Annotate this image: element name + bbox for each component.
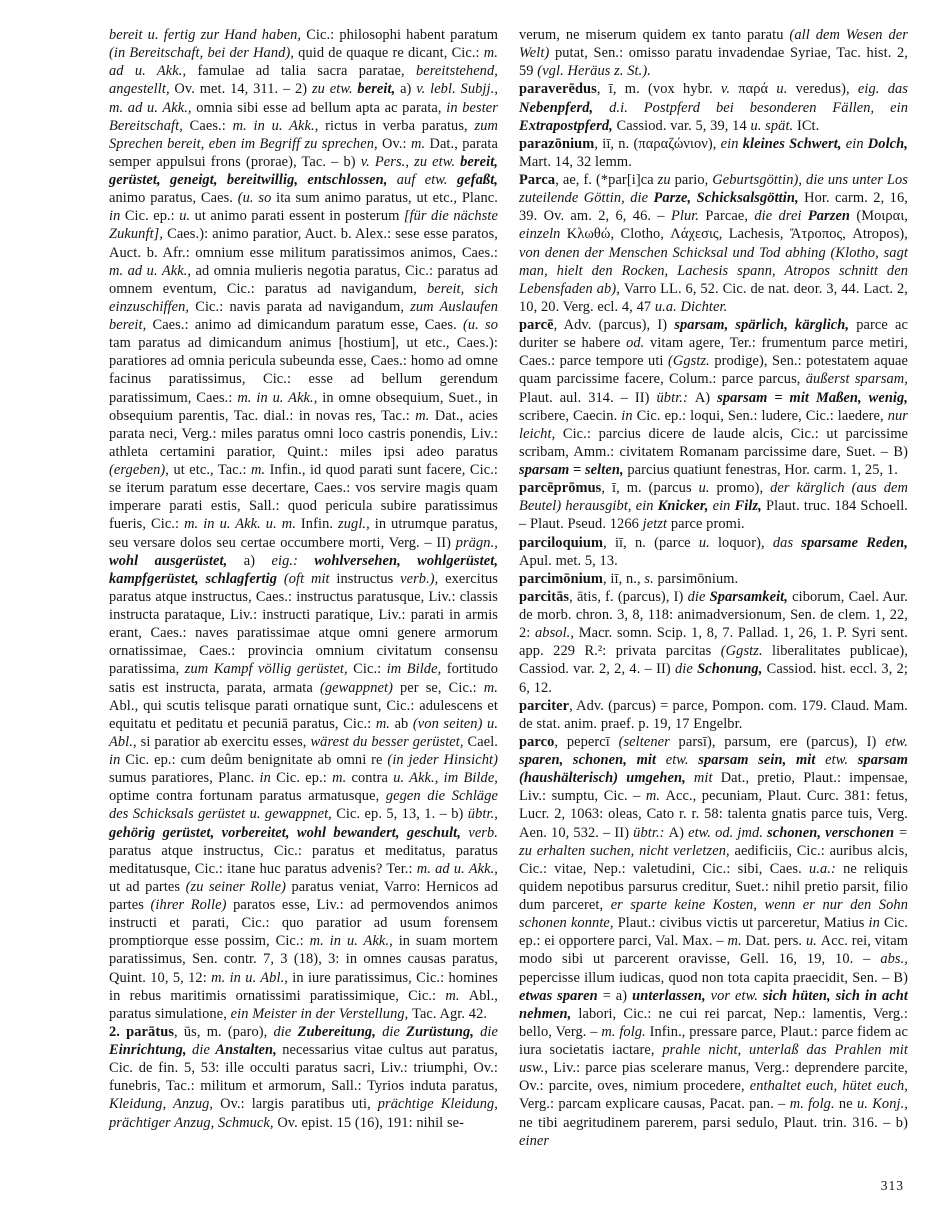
text-run: die bbox=[273, 1023, 298, 1040]
text-run: mit bbox=[693, 770, 721, 787]
text-run: pepercisse illum iudicas, quod non tota capita praecidit, Sen. – B) bbox=[519, 969, 908, 986]
dictionary-entry bbox=[109, 1023, 498, 1132]
text-run: wohlversehen, wohlgerüstet, kampfgerüstet, schlagfertig bbox=[109, 552, 499, 587]
text-run: , ī, m. (parcus bbox=[601, 480, 699, 497]
text-run: abs., bbox=[880, 951, 908, 968]
text-run: etw. bbox=[885, 733, 908, 750]
text-run: Filz, bbox=[734, 498, 766, 515]
text-run: paratus veniat, Varro: Hernicos ad partes bbox=[109, 878, 498, 913]
text-run: Varro LL. 6, 52. Cic. de nat. deor. 3, 44. Lact. 2, 10, 20. Verg. ecl. 4, 47 bbox=[519, 280, 908, 315]
text-run: der kärglich (aus dem Beutel) herausgibt, ein bbox=[519, 480, 909, 515]
text-run: Infin., id quod parati sunt facere, Cic.: se iterum paratum esse decertare, Caes.: vos servire magis quam imperare parati estis, Sall.: quod pericula subire paratissimus fueris, Cic.: bbox=[109, 462, 498, 533]
page-number: 313 bbox=[880, 1178, 904, 1193]
text-run: zugl., bbox=[338, 516, 375, 533]
text-run: in bbox=[621, 407, 637, 424]
text-run: = zu erhalten suchen, nicht verletzen, bbox=[519, 824, 908, 859]
text-run: Cic. ep.: bbox=[276, 770, 333, 787]
text-run: m. bbox=[410, 135, 430, 152]
text-run: Ov. met. 14, 311. – 2) bbox=[174, 81, 312, 98]
text-run: u.a.: bbox=[808, 860, 844, 877]
text-run: Dat., pretio, Plaut.: impensae, Liv.: sumptu, Cic. – bbox=[519, 770, 909, 805]
text-run: u. bbox=[776, 81, 796, 98]
text-run: Cassiod. hist. eccl. 3, 2; 6, 12. bbox=[519, 661, 909, 696]
text-run: Parzen bbox=[807, 208, 857, 225]
text-run: m. in u. Akk., bbox=[232, 117, 326, 134]
text-run: [für die nächste Zukunft], bbox=[109, 208, 498, 243]
text-run: u. Akk., im Bilde, bbox=[393, 770, 499, 787]
text-run: eig.: bbox=[271, 552, 315, 569]
text-run: a) bbox=[400, 81, 417, 98]
headword: paraverēdus bbox=[519, 81, 597, 98]
text-run: zum Auslaufen bereit, bbox=[109, 298, 498, 333]
text-run: , ātis, f. (parcus), I) bbox=[569, 588, 688, 605]
text-run: sparen, schonen, mit bbox=[519, 752, 666, 768]
text-run: (in Bereitschaft, bei der Hand), bbox=[109, 45, 299, 62]
text-run: ein Meister in der Verstellung, bbox=[230, 1005, 413, 1022]
text-run: übtr.: bbox=[656, 389, 695, 406]
text-run: Anstalten, bbox=[215, 1042, 283, 1058]
text-run: optime contra fortunam paratus armatusque, bbox=[109, 788, 386, 805]
dictionary-entry bbox=[519, 733, 908, 1150]
text-run: s. bbox=[644, 570, 658, 587]
text-run: etw. bbox=[825, 752, 858, 768]
right-column bbox=[519, 26, 908, 1150]
headword: parcē bbox=[519, 317, 554, 333]
text-run: (zu seiner Rolle) bbox=[185, 878, 292, 895]
dictionary-entry bbox=[519, 171, 908, 316]
text-run: Extrapostpferd, bbox=[519, 117, 617, 134]
text-run: ad omnia mulieris negotia paratus, Cic.: paratus ad omnem eventum, Cic.: paratus ad navigandum, bbox=[109, 262, 498, 297]
text-run: in omne obsequium, Suet., in obsequium parentis, Tac. dial.: in novas res, Tac.: bbox=[109, 389, 498, 424]
text-run: zum Sprechen bereit, eben im Begriff zu sprechen, bbox=[109, 117, 498, 152]
text-run: (ergeben), bbox=[109, 462, 174, 478]
text-run: die bbox=[382, 1023, 407, 1040]
text-run: Infin. bbox=[300, 516, 339, 533]
text-run: in bbox=[259, 770, 277, 787]
text-run: exercitus paratus atque instructus, Caes.: instructus paratusque, Liv.: classis instructa parataque, Liv.: instructi paratique, Liv.: parati in armis erant, Caes.: naves paratissimae atque omni genere armorum ornatissimae, Caes.: provincia omnium civitatum consensu paratissima, bbox=[109, 570, 498, 678]
text-run: (Ggstz. bbox=[667, 353, 715, 370]
text-run: einer bbox=[519, 1132, 550, 1149]
text-run: veredus), bbox=[795, 81, 858, 98]
text-run: m. bbox=[483, 679, 498, 696]
text-run: paratos esse, Liv.: ad permovendos animos instructi et parati, Cic.: quo paratior ad usum forensem promptiorque esse possim, Cic.: bbox=[109, 897, 498, 950]
text-run: u.a. Dichter. bbox=[654, 298, 728, 315]
text-run: in iure paratissimus, Cic.: homines in rebus maritimis ornatissimi paratissimique, Cic.: bbox=[109, 969, 498, 1004]
text-run: , Adv. (parcus) = parce, Pompon. com. 179. Claud. Mam. de stat. anim. praef. p. 19, 17 Engelbr. bbox=[519, 697, 908, 732]
text-run: u. bbox=[698, 480, 717, 497]
text-run: äußerst sparsam, bbox=[805, 371, 908, 388]
text-run: (oft mit bbox=[283, 570, 337, 587]
text-run: , ae, f. (*par[i]ca bbox=[555, 172, 658, 188]
text-run: Plaut. truc. 184 Schoell. – Plaut. Pseud. 1266 bbox=[519, 498, 908, 533]
text-run: die bbox=[687, 588, 710, 605]
text-run: v. bbox=[720, 81, 739, 98]
text-run: bereit, bbox=[357, 81, 401, 98]
text-run: zu etw. bbox=[311, 81, 358, 98]
text-run: u. bbox=[698, 534, 718, 551]
text-run: , pepercī bbox=[554, 733, 619, 750]
text-run: in utrumque paratus, seu versare dolos seu certae occumbere morti, Verg. – II) bbox=[109, 516, 498, 551]
text-run: u. bbox=[179, 208, 195, 225]
text-run: liberalitates publicae), Cassiod. var. 2, 2, 4. – II) bbox=[519, 643, 909, 678]
text-run: Zubereitung, bbox=[297, 1023, 383, 1040]
text-run: von denen der Menschen Schicksal und Tod abhing (Klotho, sagt man, hielt den Rocken, Lachesis spann, Atropos schnitt den Lebensfaden ab), bbox=[519, 244, 908, 297]
text-run: Caes.: animo ad dimicandum paratum esse, Caes. bbox=[152, 317, 463, 333]
text-run: Ov.: largis paratibus uti, bbox=[220, 1096, 378, 1113]
dictionary-entry bbox=[519, 135, 908, 171]
text-run: Κλωθώ, Clotho, Λάχεσις, Lachesis, Ἄτροπος, Atropos), bbox=[566, 226, 908, 243]
text-run: in bbox=[868, 915, 885, 932]
text-run: ein bbox=[845, 135, 868, 152]
text-run: m. folg. bbox=[601, 1023, 650, 1040]
text-run: scribere, Caecin. bbox=[519, 407, 622, 424]
headword: parcēprōmus bbox=[519, 480, 602, 497]
text-run: verb.), bbox=[400, 570, 446, 587]
text-run: Cassiod. var. 5, 39, 14 bbox=[616, 117, 751, 134]
text-run: Mart. 14, 32 lemm. bbox=[519, 153, 632, 170]
text-run: zum Kampf völlig gerüstet, bbox=[184, 661, 354, 678]
text-run: A) bbox=[694, 389, 718, 406]
text-run: ita sum animo paratus, ut etc., Planc. bbox=[276, 190, 498, 207]
text-run: enthaltet euch, hütet euch, bbox=[749, 1078, 908, 1095]
text-run: kleines Schwert, bbox=[742, 135, 846, 152]
text-run: die bbox=[480, 1023, 498, 1040]
text-run: ne tibi aegritudinem parerem, parsi sedulo, Plaut. trin. 316. – b) bbox=[519, 1114, 908, 1131]
text-run: d.i. Postpferd bei besonderen Fällen, ein bbox=[609, 99, 908, 116]
text-run: (vgl. Heräus z. St.). bbox=[537, 63, 651, 80]
text-run: (u. so bbox=[237, 190, 277, 207]
left-column bbox=[109, 26, 498, 1150]
text-run: A) bbox=[668, 824, 689, 841]
text-run: er sparte keine Kosten, wenn er nur den Sohn schonen konnte, bbox=[519, 897, 908, 932]
text-run: v. lebl. Subjj., m. ad u. Akk., bbox=[109, 81, 499, 116]
text-run: im Bilde, bbox=[386, 661, 447, 678]
text-run: (Ggstz. bbox=[720, 643, 773, 660]
text-run: , iī, n. (παραζώνιον), bbox=[594, 135, 721, 152]
text-run: Infin., pressare parce, Plaut.: parce fidem ac iura societatis iactare, bbox=[519, 1023, 908, 1058]
text-run: Ov.: bbox=[382, 135, 411, 152]
text-run: ne bbox=[838, 1096, 857, 1113]
text-run: ciborum, Cael. Aur. de morb. chron. 3, 8, 118: animadversionum, Sen. de clem. 1, 22, 2: bbox=[519, 588, 908, 642]
text-run: ICt. bbox=[796, 117, 820, 134]
text-run: Schonung, bbox=[697, 661, 767, 678]
text-run: parsimōnium. bbox=[657, 570, 739, 587]
text-run: parce promi. bbox=[670, 516, 745, 533]
text-run: in bester Bereitschaft, bbox=[109, 99, 498, 134]
text-run: Cic. ep.: loqui, Sen.: ludere, Cic.: laedere, bbox=[636, 407, 888, 424]
text-run: m. bbox=[375, 715, 395, 732]
text-run: Cael. bbox=[467, 733, 498, 750]
text-run: (all dem Wesen der Welt) bbox=[519, 27, 908, 62]
text-run: necessarius vitae cultus aut paratus, Cic. de fin. 5, 53: ille occulti paratus sacri, Liv.: triumphi, Ov.: funebris, Tac.: militum et armorum, Sall.: Tyrios induta paratus, bbox=[109, 1042, 498, 1095]
text-run: m. in u. Akk. u. m. bbox=[184, 516, 301, 533]
headword: Parca bbox=[519, 172, 556, 188]
text-run: m. bbox=[415, 407, 435, 424]
text-run: Acc. rei, vitam modo sibi ut parcerent oravisse, Gell. 16, 19, 10. – bbox=[519, 933, 909, 968]
text-run: bereit, sich einzuschiffen, bbox=[109, 280, 498, 315]
text-run: Cic. ep.: ei opportere parci, Val. Max. – bbox=[519, 915, 908, 950]
text-run: tam paratus ad dimicandum animus [hostium], ut etc., Caes.): paratiores ad omnia pericula subeunda esse, Caes.: homo ad omne facinus paratissimus, Cic.: esse ad bellum gerendum paratissimum, Caes.: bbox=[109, 335, 498, 406]
dictionary-entry bbox=[109, 26, 498, 1023]
text-run: in bbox=[109, 752, 126, 768]
text-run: (gewappnet) bbox=[319, 679, 401, 696]
text-run: jetzt bbox=[642, 516, 671, 533]
text-run: Abl., paratus simulatione, bbox=[109, 987, 498, 1022]
text-run: loquor), bbox=[717, 534, 773, 551]
text-run: prahle nicht, unterlaß das Prahlen mit usw., bbox=[519, 1042, 908, 1077]
text-run: parcius quatiunt fenestras, Hor. carm. 1, 25, 1. bbox=[627, 462, 898, 478]
text-run: parce ac duriter se habere bbox=[519, 317, 908, 352]
text-run: = a) bbox=[602, 987, 633, 1004]
text-run: Nebenpferd, bbox=[519, 99, 610, 116]
text-run: , iī, n. (parce bbox=[603, 534, 699, 551]
text-run: ein bbox=[712, 498, 735, 515]
text-run: putat, Sen.: omisso paratu invadendae Syriae, Tac. hist. 2, 59 bbox=[519, 45, 908, 80]
text-run: instructus bbox=[336, 570, 401, 587]
text-run: gegen die Schläge des Schicksals gerüstet u. gewappnet, bbox=[109, 788, 498, 823]
text-run: bereit, gerüstet, geneigt, bereitwillig, entschlossen, bbox=[109, 153, 498, 188]
text-run: παρά bbox=[738, 81, 777, 98]
text-run: (seltener bbox=[618, 733, 679, 750]
text-run: labori, Cic.: ne cui rei parcat, Nep.: lamentis, Verg.: bello, Verg. – bbox=[519, 1005, 908, 1040]
text-run: fortitudo satis est instructa, parata, armata bbox=[109, 661, 498, 696]
text-run: , Adv. (parcus), I) bbox=[553, 317, 675, 333]
text-run: paratus atque instructus, Cic.: paratus et meditatus, paratus meditatusque, Cic.: itane huc paratus advenis? Ter.: bbox=[109, 842, 498, 877]
text-run: od. bbox=[626, 335, 651, 352]
text-run: gefaßt, bbox=[456, 172, 498, 188]
text-run: Acc., pecuniam, Plaut. Curc. 381: fetus, Lucr. 2, 1063: oleas, Cato r. r. 58: talenta gnatis parce tuis, Verg. Aen. 10, 532. – II) bbox=[519, 788, 909, 841]
text-run: etw. od. jmd. bbox=[688, 824, 768, 841]
text-run: gehörig gerüstet, vorbereitet, wohl bewandert, geschult, bbox=[109, 824, 469, 841]
text-run: ut etc., Tac.: bbox=[173, 462, 252, 478]
dictionary-entry bbox=[519, 588, 908, 697]
text-run: m. ad u. Akk., bbox=[416, 860, 498, 877]
text-run: ab bbox=[394, 715, 413, 732]
text-run: übtr.: bbox=[633, 824, 669, 841]
text-run: Parze, Schicksalsgöttin, bbox=[653, 190, 805, 207]
text-run: zu bbox=[657, 172, 675, 188]
dictionary-entry bbox=[519, 80, 908, 134]
text-run: (Μοιραι, bbox=[856, 208, 908, 225]
text-run: wärest du besser gerüstet, bbox=[310, 733, 468, 750]
text-run: Cic.: bbox=[353, 661, 387, 678]
text-run: die drei bbox=[754, 208, 808, 225]
text-run: Cic.: navis parata ad navigandum, bbox=[195, 298, 411, 315]
headword: 2. parātus bbox=[109, 1023, 175, 1040]
text-run: eig. das bbox=[857, 81, 908, 98]
text-run: Tac. Agr. 42. bbox=[412, 1005, 488, 1022]
text-run: vitam agere, Ter.: frumentum parce metiri, Caes.: parce tempore uti bbox=[519, 335, 908, 370]
headword: parciter bbox=[519, 697, 570, 714]
text-run: u. Konj., bbox=[856, 1096, 908, 1113]
text-run: m. ad u. Akk., bbox=[109, 262, 196, 279]
dictionary-entry bbox=[519, 570, 908, 588]
text-run: Apul. met. 5, 13. bbox=[519, 552, 618, 569]
text-run: Abl., qui scutis telisque parati ornatique sunt, Cic.: adulescens et equitatu et peditatu et pecuniā paratus, Cic.: bbox=[109, 697, 498, 732]
text-run: Plur. bbox=[670, 208, 706, 225]
text-run: übtr., bbox=[467, 806, 498, 823]
text-run: ut ad partes bbox=[109, 878, 186, 895]
text-run: sich hüten, sich in acht nehmen, bbox=[519, 987, 908, 1022]
text-run: Kleidung, Anzug, bbox=[109, 1096, 221, 1113]
text-run: wohl ausgerüstet, bbox=[109, 552, 244, 569]
text-run: m. bbox=[332, 770, 352, 787]
text-run: v. Pers., zu etw. bbox=[360, 153, 461, 170]
text-run: (ihrer Rolle) bbox=[150, 897, 234, 913]
text-run: die bbox=[192, 1042, 216, 1058]
text-run: m. folg. bbox=[789, 1096, 839, 1113]
text-run: Liv.: parce pias scelerare manus, Verg.: deprendere parcite, Ov.: parcite, oves, nimium procedere, bbox=[519, 1060, 909, 1095]
text-run: (in jeder Hinsicht) bbox=[387, 752, 498, 768]
dictionary-entry bbox=[519, 479, 908, 533]
text-run: animo paratus, Caes. bbox=[109, 190, 238, 207]
text-run: quid de quaque re dicant, Cic.: bbox=[298, 45, 484, 62]
text-run: unterlassen, bbox=[632, 987, 711, 1004]
text-run: sparsam (haushälterisch) umgehen, bbox=[519, 752, 908, 787]
text-run: sparsam, spärlich, kärglich, bbox=[674, 317, 857, 333]
text-run: Cic.: parcius dicere de laude alcis, Cic.: ut parcissime scribam, Amm.: civitatem Romanam parcissime dare, Suet. – B) bbox=[519, 425, 908, 460]
text-run: Caes.): animo paratior, Auct. b. Alex.: sese esse paratos, Auct. b. Afr.: omnium esse militum paratissimos animos, Caes.: bbox=[109, 226, 498, 261]
text-run: Parcae, bbox=[705, 208, 755, 225]
text-run: Cic.: philosophi habent paratum bbox=[306, 27, 499, 43]
text-run: etw. bbox=[665, 752, 699, 768]
dictionary-entry bbox=[519, 316, 908, 479]
text-run: si paratior ab exercitu esses, bbox=[140, 733, 311, 750]
text-run: Geburtsgöttin), die uns unter Los zuteilende Göttin, die bbox=[519, 172, 908, 207]
text-run: Plaut. aul. 314. – II) bbox=[519, 389, 657, 406]
text-run: vor etw. bbox=[710, 987, 763, 1004]
text-run: ut animo parati essent in posterum bbox=[194, 208, 404, 225]
text-run: in bbox=[109, 208, 125, 225]
headword: parciloquium bbox=[519, 534, 604, 551]
text-run: (von seiten) u. Abl., bbox=[109, 715, 499, 750]
text-run: verb. bbox=[468, 824, 498, 841]
text-run: Sparsamkeit, bbox=[709, 588, 793, 605]
text-run: etwas sparen bbox=[519, 987, 603, 1004]
text-run: promo), bbox=[716, 480, 771, 497]
text-run: m. in u. Akk., bbox=[237, 389, 323, 406]
text-run: famulae ad talia sacra paratae, bbox=[197, 63, 416, 80]
text-run: prodige), Sen.: potestatem aquae quam parcissime facere, Colum.: parce parcus, bbox=[519, 353, 909, 388]
text-run: Cic. ep.: cum deûm benignitate ab omni re bbox=[125, 752, 388, 768]
text-run: m. bbox=[445, 987, 469, 1004]
text-run: prägn., bbox=[455, 534, 498, 551]
text-run: verum, ne miserum quidem ex tanto paratu bbox=[519, 27, 790, 43]
text-run: omnia sibi esse ad bellum apta ac parata, bbox=[196, 99, 447, 116]
dictionary-entry bbox=[519, 26, 908, 80]
text-run: sparsam = mit Maßen, wenig, bbox=[717, 389, 909, 406]
text-run: , ūs, m. (paro), bbox=[174, 1023, 274, 1040]
text-run: ein bbox=[720, 135, 743, 152]
text-run: pario, bbox=[674, 172, 713, 188]
text-run: (u. so bbox=[462, 317, 498, 333]
text-run: Cic. ep. 5, 13, 1. – b) bbox=[336, 806, 468, 823]
headword: parcimōnium bbox=[519, 570, 603, 587]
text-run: Cic. ep.: bbox=[124, 208, 180, 225]
text-run: bereitstehend, angestellt, bbox=[109, 63, 498, 98]
text-run: aedificiis, Cic.: auribus alcis, Cic.: vitae, Nep.: valetudini, Cic.: sibi, Caes. bbox=[519, 842, 908, 877]
text-run: nur leicht, bbox=[519, 407, 909, 442]
text-run: , ī, m. (vox hybr. bbox=[596, 81, 721, 98]
text-run: sparsame Reden, bbox=[801, 534, 908, 551]
text-run: bereit u. fertig zur Hand haben, bbox=[109, 27, 307, 43]
text-run: m. bbox=[645, 788, 666, 805]
headword: parco bbox=[519, 733, 555, 750]
text-run: ne reliquis quidem nepotibus parsurus creditur, Suet.: nihil pretio parsit, filio dum parceret, bbox=[519, 860, 909, 913]
headword: parazōnium bbox=[519, 135, 595, 152]
dictionary-entry bbox=[519, 534, 908, 570]
text-run: in suam mortem paratissimus, Sen. contr. 7, 3 (18), 3: in omnes causas paratus, Quint. 10, 5, 12: bbox=[109, 933, 498, 986]
text-run: schonen, verschonen bbox=[767, 824, 899, 841]
text-run: Zurüstung, bbox=[406, 1023, 481, 1040]
text-run: Dat., acies parata neci, Verg.: miles paratus omni loco castris ponendis, Liv.: athleta certamini paratior, Quint.: miles ipsi adeo paratus bbox=[109, 407, 499, 460]
text-run: parsī), parsum, ere (parcus), I) bbox=[678, 733, 886, 750]
text-run: das bbox=[772, 534, 802, 551]
text-run: Dat., parata semper appulsui frons (prorae), Tac. – b) bbox=[109, 135, 498, 170]
text-run: u. bbox=[805, 933, 821, 950]
text-run: Dolch, bbox=[867, 135, 908, 152]
text-run: einzeln bbox=[519, 226, 567, 243]
text-run: Einrichtung, bbox=[109, 1042, 193, 1058]
text-run: m. in u. Abl., bbox=[211, 969, 293, 986]
text-run: die bbox=[675, 661, 698, 678]
text-run: , iī, n., bbox=[603, 570, 645, 587]
text-run: contra bbox=[351, 770, 394, 787]
text-run: Plaut.: civibus victis ut parceretur, Matius bbox=[617, 915, 869, 932]
dictionary-entry bbox=[519, 697, 908, 733]
text-run: sparsam = selten, bbox=[519, 462, 628, 478]
text-run: sparsam sein, mit bbox=[698, 752, 826, 768]
text-run: m. ad u. Akk., bbox=[109, 45, 498, 80]
text-run: u. spät. bbox=[750, 117, 797, 134]
text-run: m. in u. Akk., bbox=[309, 933, 399, 950]
text-run: m. bbox=[727, 933, 746, 950]
text-run: Macr. somn. Scip. 1, 8, 7. Pallad. 1, 26, 1. P. Syri sent. app. 229 R.²: privata parcitas bbox=[519, 625, 908, 660]
text-run: Knicker, bbox=[657, 498, 713, 515]
text-run: auf etw. bbox=[396, 172, 457, 188]
text-run: sumus paratiores, Planc. bbox=[109, 770, 260, 787]
text-run: m. bbox=[251, 462, 270, 478]
text-run: rictus in verba paratus, bbox=[325, 117, 475, 134]
text-run: Caes.: bbox=[189, 117, 233, 134]
text-run: prächtige Kleidung, prächtiger Anzug, Schmuck, bbox=[109, 1096, 498, 1131]
text-run: Verg.: parcam explicare causas, Pacat. pan. – bbox=[519, 1096, 790, 1113]
text-columns bbox=[109, 26, 908, 1150]
headword: parcitās bbox=[519, 588, 570, 605]
text-run: Dat. pers. bbox=[745, 933, 806, 950]
text-run: per se, Cic.: bbox=[400, 679, 484, 696]
text-run: Hor. carm. 2, 16, 39. Ov. am. 2, 6, 46. – bbox=[519, 190, 908, 225]
text-run: a) bbox=[243, 552, 272, 569]
text-run: Ov. epist. 15 (16), 191: nihil se- bbox=[277, 1114, 465, 1131]
text-run: absol., bbox=[535, 625, 579, 642]
